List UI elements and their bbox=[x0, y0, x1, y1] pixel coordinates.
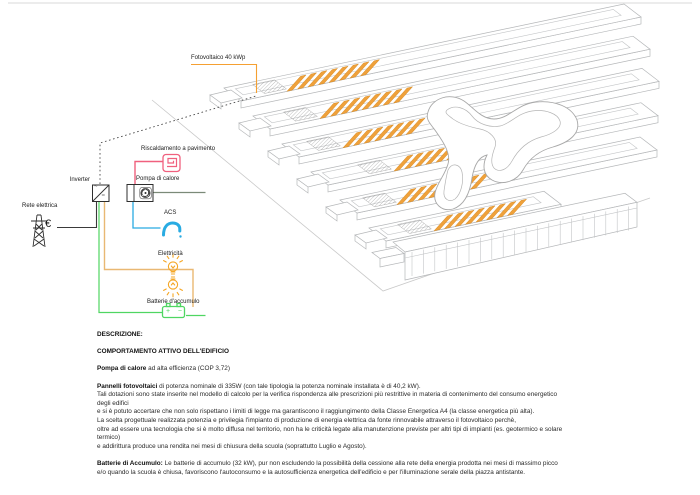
light-bulb-icon bbox=[164, 254, 183, 274]
acs-label: ACS bbox=[164, 210, 177, 216]
pv-array-label: Fotovoltaico 40 kWp bbox=[191, 55, 246, 61]
description-block bbox=[97, 331, 567, 477]
inverter-ac-mark: ~ bbox=[94, 184, 98, 190]
inverter-label: Inverter bbox=[69, 177, 90, 183]
inverter-dc-mark: = bbox=[101, 192, 106, 199]
floor-heating-coil-icon bbox=[163, 155, 180, 172]
battery-rest: Le batterie di accumulo (32 kW), pur non escludendo la possibilità della cessione alla rete della energia prodotta nei mesi di massimo picco bbox=[162, 459, 558, 467]
battery-paragraph-line bbox=[97, 460, 567, 469]
pv-paragraph-line: Tali dotazioni sono state inserite nel modello di calcolo per la verifica rispondenza alle prescrizioni più restrittive in materia di contenimento del consumo energetico degli edifici bbox=[97, 391, 558, 407]
battery-lead: Batterie di Accumulo: bbox=[97, 459, 163, 467]
pv-lead: Pannelli fotovoltaici bbox=[97, 382, 158, 390]
euro-symbol: € bbox=[45, 218, 52, 230]
pendant-bulb-icon bbox=[164, 277, 183, 297]
pv-paragraph-line: oltre ad essere una tecnologia che si è molto diffusa nel territorio, non ha le criticità legate alla manutenzione previste per altri tipi di impianti (es. geotermico e solare termico) bbox=[97, 425, 563, 442]
battery-paragraph-line: e/o quando la scuola è chiusa, favoriscono l'autoconsumo e la autosufficienza energetica dell'edificio e per l'illuminazione serale della piazza antistante. bbox=[97, 468, 526, 476]
pv-paragraph-line bbox=[97, 383, 567, 392]
inverter-battery-wire bbox=[99, 202, 162, 313]
grid-label: Rete elettrica bbox=[22, 203, 58, 209]
pv-paragraph-line: e addirittura produce una rendita nei mesi di chiusura della scuola (soprattutto Luglio e Agosto). bbox=[97, 442, 367, 450]
heat-pump-lead: Pompa di calore bbox=[97, 365, 147, 373]
hot-water-faucet-icon bbox=[164, 223, 182, 238]
floor-heating-label: Riscaldamento a pavimento bbox=[141, 146, 216, 152]
battery-terminal-signs bbox=[166, 307, 182, 316]
battery-plus-sign: + bbox=[166, 308, 171, 315]
description-heading: DESCRIZIONE: bbox=[97, 331, 143, 338]
acs-wire bbox=[133, 202, 161, 229]
description-subheading: COMPORTAMENTO ATTIVO DELL'EDIFICIO bbox=[97, 348, 229, 356]
heat-pump-label: Pompa di calore bbox=[136, 175, 180, 182]
battery-label: Batterie d'accumulo bbox=[147, 298, 200, 305]
pv-paragraph-line: La scelta progettuale realizzata potenzia e privilegia l'impianto di produzione di energia elettrica da fonte rinnovabile attraverso il fotovoltaico perchè, bbox=[97, 416, 516, 424]
building-axonometric bbox=[152, 4, 659, 291]
pv-paragraph-line: e si è potuto accertare che non solo rispettano i limiti di legge ma garantiscono il raggiungimento della Classe Energetica A4 (la classe energetica più alta). bbox=[97, 408, 535, 416]
electricity-label: Elettricità bbox=[158, 250, 183, 257]
grid-wire bbox=[57, 202, 97, 228]
heat-pump-rest: ad alta efficienza (COP 3,72) bbox=[146, 365, 230, 373]
pv-rest: di potenza nominale di 335W (con tale tipologia la potenza nominale installata è di 40,2 kW). bbox=[157, 382, 421, 390]
heat-pump-icon bbox=[127, 185, 153, 202]
heat-pump-paragraph bbox=[97, 365, 567, 374]
battery-minus-sign: − bbox=[177, 308, 182, 315]
